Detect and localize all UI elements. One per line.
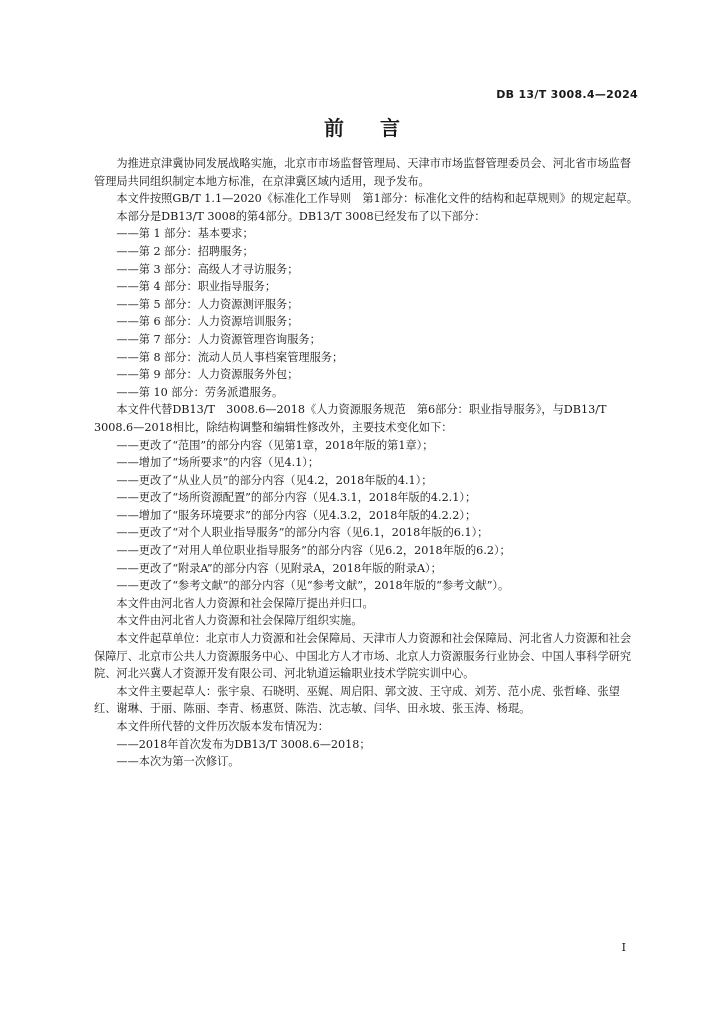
- list-item-part: ——第 10 部分：劳务派遣服务。: [116, 385, 284, 399]
- list-item-change: ——更改了“场所资源配置”的部分内容（见4.3.1，2018年版的4.2.1）；: [116, 491, 477, 505]
- paragraph-drafting-rules: 本文件按照GB/T 1.1—2020《标准化工作导则 第1部分：标准化文件的结构和起草规则》的规定起草。: [116, 192, 639, 206]
- list-item-change: ——更改了“对个人职业指导服务”的部分内容（见6.1，2018年版的6.1）；: [116, 526, 489, 540]
- list-item-history: ——2018年首次发布为DB13/T 3008.6—2018；: [116, 737, 371, 751]
- list-item-part: ——第 2 部分：招聘服务；: [116, 244, 254, 258]
- list-item-part: ——第 8 部分：流动人员人事档案管理服务；: [116, 350, 344, 364]
- list-item-change: ——更改了“范围”的部分内容（见第1章，2018年版的第1章）；: [116, 438, 434, 452]
- paragraph-history-intro: 本文件所代替的文件历次版本发布情况为：: [116, 720, 329, 733]
- list-item-part: ——第 5 部分：人力资源测评服务；: [116, 297, 299, 311]
- list-item-history: ——本次为第一次修订。: [116, 755, 240, 769]
- page-title: 前言: [324, 116, 436, 140]
- document-code: DB 13/T 3008.4—2024: [496, 88, 638, 101]
- list-item-change: ——更改了“对用人单位职业指导服务”的部分内容（见6.2，2018年版的6.2）；: [116, 544, 511, 558]
- list-item-change: ——更改了“附录A”的部分内容（见附录A，2018年版的附录A）；: [116, 561, 442, 575]
- list-item-change: ——增加了“服务环境要求”的部分内容（见4.3.2，2018年版的4.2.2）；: [116, 508, 477, 522]
- list-item-part: ——第 9 部分：人力资源服务外包；: [116, 368, 299, 382]
- paragraph-proposer: 本文件由河北省人力资源和社会保障厅提出并归口。: [116, 596, 374, 610]
- list-item-part: ——第 6 部分：人力资源培训服务；: [116, 315, 299, 329]
- list-item-change: ——增加了“场所要求”的内容（见4.1）；: [116, 456, 320, 470]
- paragraph-drafting-units: 本文件起草单位：北京市人力资源和社会保障局、天津市人力资源和社会保障局、河北省人力资源和社会保障厅、北京市公共人力资源服务中心、中国北方人才市场、北京人力资源服务行业协会、中国人事科学研究院、河北兴冀人才资源开发有限公司、河北轨道运输职业技术学院实训中心。: [94, 632, 632, 681]
- paragraph-parts-intro: 本部分是DB13/T 3008的第4部分。DB13/T 3008已经发布了以下部分：: [116, 209, 486, 223]
- list-item-part: ——第 7 部分：人力资源管理咨询服务；: [116, 332, 321, 346]
- paragraph-implementer: 本文件由河北省人力资源和社会保障厅组织实施。: [116, 614, 363, 628]
- list-item-part: ——第 1 部分：基本要求；: [116, 227, 254, 241]
- list-item-part: ——第 4 部分：职业指导服务；: [116, 280, 277, 294]
- list-item-change: ——更改了“从业人员”的部分内容（见4.2，2018年版的4.1）；: [116, 473, 433, 487]
- paragraph-replacement: 本文件代替DB13/T 3008.6—2018《人力资源服务规范 第6部分：职业指导服务》，与DB13/T 3008.6—2018相比，除结构调整和编辑性修改外，主要技术变化如下：: [94, 403, 607, 434]
- paragraph-drafters: 本文件主要起草人：张宇泉、石晓明、巫娓、周启阳、郭文波、王守成、刘芳、范小虎、张哲峰、张望红、谢琳、于丽、陈丽、李青、杨惠贤、陈浩、沈志敏、闫华、田永坡、张玉涛、杨琨。: [94, 684, 620, 716]
- list-item-part: ——第 3 部分：高级人才寻访服务；: [116, 262, 299, 276]
- list-item-change: ——更改了“参考文献”的部分内容（见“参考文献”，2018年版的“参考文献”）。: [116, 579, 510, 593]
- page-number: I: [621, 941, 626, 954]
- paragraph-purpose: 为推进京津冀协同发展战略实施，北京市市场监督管理局、天津市市场监督管理委员会、河北省市场监督管理局共同组织制定本地方标准，在京津冀区域内适用，现予发布。: [94, 157, 632, 188]
- document-body: [94, 155, 640, 771]
